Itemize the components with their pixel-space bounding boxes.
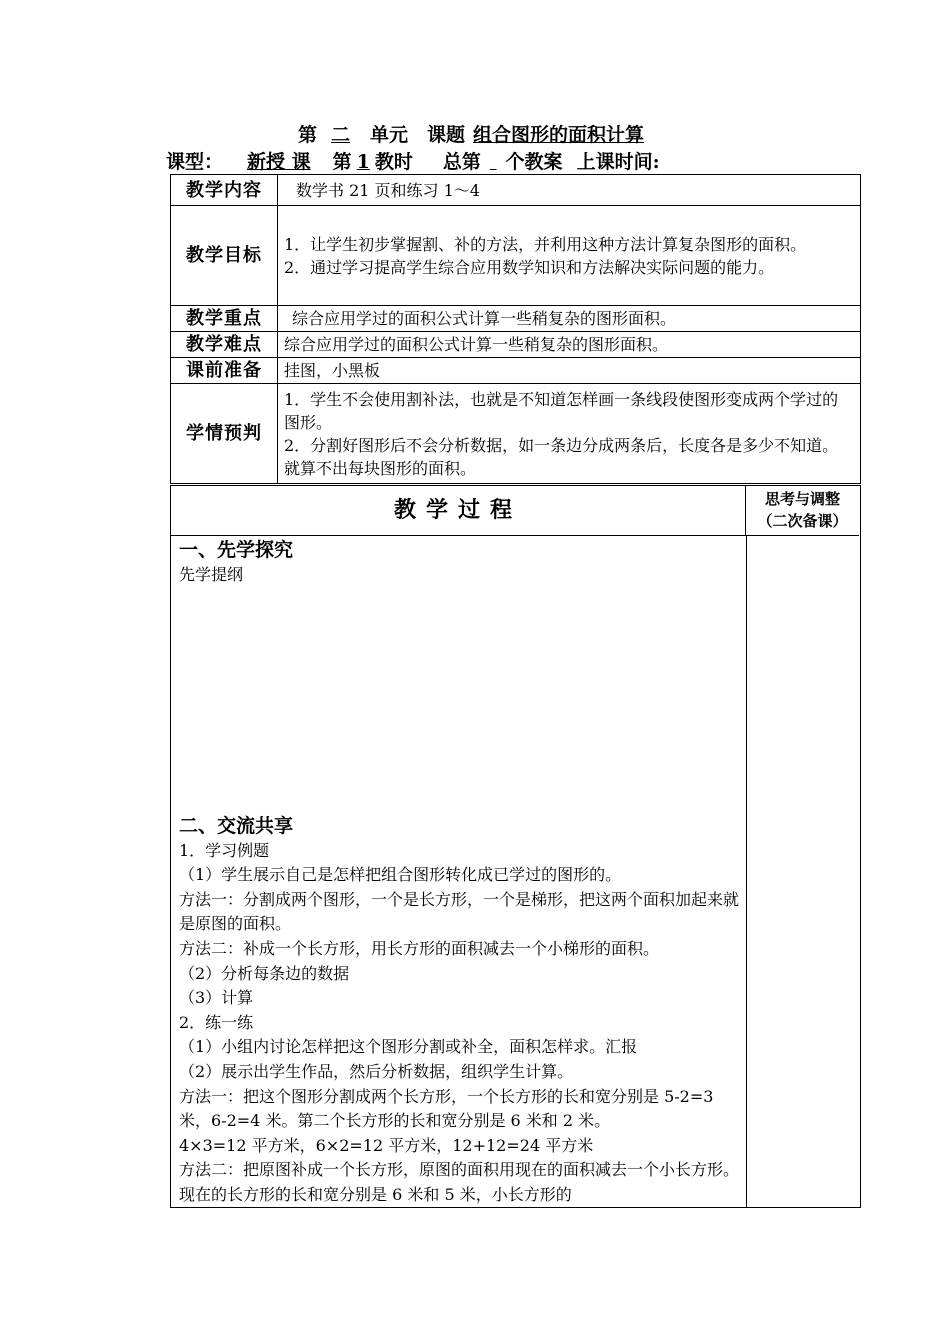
focus-value: 综合应用学过的面积公式计算一些稍复杂的图形面积。 <box>278 306 861 332</box>
lesson-type-label: 课型： <box>166 151 224 173</box>
content-value: 数学书 21 页和练习 1～4 <box>278 175 861 206</box>
process-line: （1）学生展示自己是怎样把组合图形转化成已学过的图形的。 <box>179 865 622 885</box>
process-line: 方法二：补成一个长方形，用长方形的面积减去一个小梯形的面积。 <box>179 938 660 958</box>
lesson-number-suffix: 教时 <box>374 151 413 173</box>
process-line: （1）小组内讨论怎样把这个图形分割或补全，面积怎样求。汇报 <box>179 1037 638 1057</box>
difficulty-value: 综合应用学过的面积公式计算一些稍复杂的图形面积。 <box>278 332 861 358</box>
reflect-title: 思考与调整 <box>764 490 840 508</box>
row-goals <box>171 206 861 306</box>
predict-label: 学情预判 <box>171 384 278 484</box>
row-focus <box>171 306 861 332</box>
section-1-line: 先学提纲 <box>179 565 244 584</box>
lesson-topic: 组合图形的面积计算 <box>473 124 645 146</box>
row-content <box>171 175 861 206</box>
process-line: （3）计算 <box>179 988 254 1008</box>
difficulty-label: 教学难点 <box>171 332 278 358</box>
goal-value <box>278 206 861 306</box>
process-line: 方法二：把原图补成一个长方形，原图的面积用现在的面积减去一个小长方形。现在的长方形的长和宽分别是 6 米和 5 米，小长方形的 <box>179 1160 740 1204</box>
lesson-number: 1 <box>356 151 370 173</box>
section-1-title: 一、先学探究 <box>179 539 294 561</box>
process-line: 1．学习例题 <box>179 840 270 860</box>
section-2-title: 二、交流共享 <box>179 814 294 837</box>
row-predict <box>171 384 861 484</box>
lesson-type: 新授 课 <box>247 151 311 173</box>
goal-item-2: 2．通过学习提高学生综合应用数学知识和方法解决实际问题的能力。 <box>284 257 775 277</box>
process-line: 4×3=12 平方米，6×2=12 平方米，12+12=24 平方米 <box>179 1135 594 1155</box>
title-mid: 单元 课题 <box>370 124 466 146</box>
process-line: （2）展示出学生作品，然后分析数据，组织学生计算。 <box>179 1061 574 1081</box>
unit-number: 二 <box>330 124 350 146</box>
focus-label: 教学重点 <box>171 306 278 332</box>
process-title: 教学过程 <box>171 486 746 536</box>
total-plan-blank <box>481 151 506 173</box>
lesson-meta <box>166 149 660 175</box>
process-line: 方法一：把这个图形分割成两个长方形，一个长方形的长和宽分别是 5-2=3 米，6-2=4 米。第二个长方形的长和宽分别是 6 米和 2 米。 <box>179 1086 714 1131</box>
reflect-header <box>746 486 859 536</box>
process-line: （2）分析每条边的数据 <box>179 963 350 983</box>
blank-space <box>179 588 741 813</box>
row-prep <box>171 358 861 384</box>
predict-item-2: 2．分割好图形后不会分析数据，如一条边分成两条后，长度各是多少不知道。就算不出每块图形的面积。 <box>284 435 839 478</box>
class-time-label: 上课时间: <box>576 151 660 173</box>
reflect-subtitle: （二次备课） <box>757 512 848 530</box>
reflect-column-divider <box>746 536 747 1207</box>
prep-value: 挂图，小黑板 <box>278 358 861 384</box>
predict-value <box>278 384 861 484</box>
title-prefix: 第 <box>297 124 317 146</box>
content-label: 教学内容 <box>171 175 278 206</box>
lesson-info-table <box>170 174 861 484</box>
goal-item-1: 1．让学生初步掌握割、补的方法，并利用这种方法计算复杂图形的面积。 <box>284 234 807 254</box>
total-plan-suffix: 个教案 <box>505 151 563 173</box>
total-plan-prefix: 总第 <box>442 151 481 173</box>
lesson-number-prefix: 第 <box>332 151 352 173</box>
page-title <box>0 122 950 148</box>
predict-item-1: 1．学生不会使用割补法，也就是不知道怎样画一条线段使图形变成两个学过的图形。 <box>284 389 839 432</box>
teaching-process-box <box>170 485 861 1208</box>
prep-label: 课前准备 <box>171 358 278 384</box>
goal-label: 教学目标 <box>171 206 278 306</box>
process-line: 方法一：分割成两个图形，一个是长方形，一个是梯形，把这两个面积加起来就是原图的面积。 <box>179 889 740 934</box>
row-difficulty <box>171 332 861 358</box>
process-body <box>179 537 741 1208</box>
process-line: 2．练一练 <box>179 1012 254 1032</box>
